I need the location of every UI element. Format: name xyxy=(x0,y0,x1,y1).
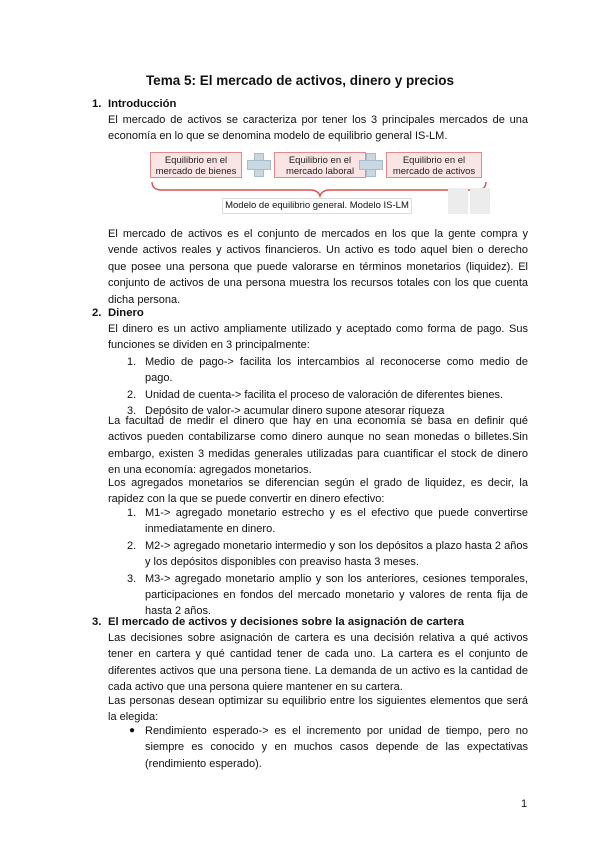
plus-icon xyxy=(247,153,269,175)
list-item xyxy=(127,354,528,387)
paragraph-text: El dinero es un activo ampliamente utilizado y aceptado como forma de pago. Sus funciones se dividen en 3 principalmente: xyxy=(108,323,528,352)
curly-brace-icon xyxy=(150,182,490,198)
section-number: 3. xyxy=(92,616,102,628)
paragraph-text: La facultad de medir el dinero que hay en una economía se basa en definir qué activos pueden contabilizarse como dinero aunque no sean monedas o billetes.Sin embargo, existen 3 medidas generales utilizadas para cuantificar el stock de dinero en una economía: agregados monetarios. xyxy=(108,415,528,477)
dinero-intro-paragraph xyxy=(108,321,528,354)
list-item-text: M3-> agregado monetario amplio y son los anteriores, cesiones temporales, participaciones en fondos del mercado monetario y valores de renta fija de hasta 2 años. xyxy=(145,572,528,618)
list-item xyxy=(127,538,528,571)
list-item-text: Depósito de valor-> acumular dinero supone atesorar riqueza xyxy=(145,405,445,418)
list-marker: 1. xyxy=(127,356,137,368)
section-title: Dinero xyxy=(108,307,144,319)
list-item-text: Medio de pago-> facilita los intercambios al reconocerse como medio de pago. xyxy=(145,356,528,385)
page-number: 1 xyxy=(521,798,528,810)
list-item-text: M2-> agregado monetario intermedio y son los depósitos a plazo hasta 2 años y los depósitos disponibles con preaviso hasta 3 meses. xyxy=(145,539,528,569)
diagram-box-laboral: Equilibrio en el mercado laboral xyxy=(274,152,366,178)
list-marker: 3. xyxy=(127,572,137,585)
list-item-text: Rendimiento esperado-> es el incremento por unidad de tiempo, pero no siempre es conocido y en muchos casos depende de las expectativas (rendimiento esperado). xyxy=(145,725,528,770)
list-marker: 3. xyxy=(127,405,137,418)
decorative-block xyxy=(470,188,490,214)
list-marker: 1. xyxy=(127,507,137,519)
section-heading-introduccion xyxy=(92,96,176,112)
diagram-caption: Modelo de equilibrio general. Modelo IS-LM xyxy=(222,198,412,214)
decorative-block xyxy=(448,188,468,214)
section-heading-asignacion-cartera xyxy=(92,614,464,630)
aggregates-list xyxy=(127,505,528,620)
paragraph-agregados xyxy=(108,475,528,508)
list-item xyxy=(127,571,528,620)
section-number: 2. xyxy=(92,307,102,319)
paragraph-medir-dinero xyxy=(108,413,528,479)
page-title: Tema 5: El mercado de activos, dinero y precios xyxy=(145,73,455,88)
paragraph-optimizar xyxy=(108,693,528,726)
paragraph-mercado-activos xyxy=(108,226,528,308)
list-item-text: M1-> agregado monetario estrecho y es el efectivo que puede convertirse inmediatamente en dinero. xyxy=(145,507,528,536)
section-number: 1. xyxy=(92,98,102,110)
paragraph-text: Las decisiones sobre asignación de cartera es una decisión relativa a qué activos tener en cartera y qué cantidad tener de cada uno. La cartera es el conjunto de diferentes activos que una persona tiene. La demanda de un activo es la cantidad de cada activo que una persona quiere mantener en su cartera. xyxy=(108,632,528,694)
list-item xyxy=(127,723,528,772)
paragraph-decisiones-cartera xyxy=(108,630,528,696)
plus-icon xyxy=(359,153,381,175)
diagram-box-activos: Equilibrio en el mercado de activos xyxy=(386,152,482,178)
section-heading-dinero xyxy=(92,305,144,321)
list-item xyxy=(127,505,528,538)
paragraph-text: Las personas desean optimizar su equilibrio entre los siguientes elementos que será la elegida: xyxy=(108,695,528,724)
list-marker: 2. xyxy=(127,388,137,401)
diagram-box-bienes: Equilibrio en el mercado de bienes xyxy=(150,152,242,178)
is-lm-diagram xyxy=(150,148,490,218)
portfolio-elements-list xyxy=(127,723,528,772)
intro-text: El mercado de activos se caracteriza por tener los 3 principales mercados de una economía en lo que se denomina modelo de equilibrio general IS-LM. xyxy=(108,114,528,143)
paragraph-text: Los agregados monetarios se diferencian según el grado de liquidez, es decir, la rapidez con la que se puede convertir en dinero efectivo: xyxy=(108,477,528,506)
list-item xyxy=(127,387,528,403)
bullet-icon: ● xyxy=(129,725,136,736)
money-functions-list xyxy=(127,354,528,420)
paragraph-text: El mercado de activos es el conjunto de mercados en los que la gente compra y vende activos reales y activos financieros. Un activo es todo aquel bien o derecho que posee una persona que puede valorarse en términos monetarios (liquidez). El conjunto de activos de una persona muestra los recursos totales con los que cuenta dicha persona. xyxy=(108,228,528,306)
section-title: El mercado de activos y decisiones sobre la asignación de cartera xyxy=(108,616,465,628)
list-item-text: Unidad de cuenta-> facilita el proceso de valoración de diferentes bienes. xyxy=(145,388,504,401)
list-marker: 2. xyxy=(127,539,137,552)
intro-paragraph xyxy=(108,112,528,145)
section-title: Introducción xyxy=(108,98,177,110)
